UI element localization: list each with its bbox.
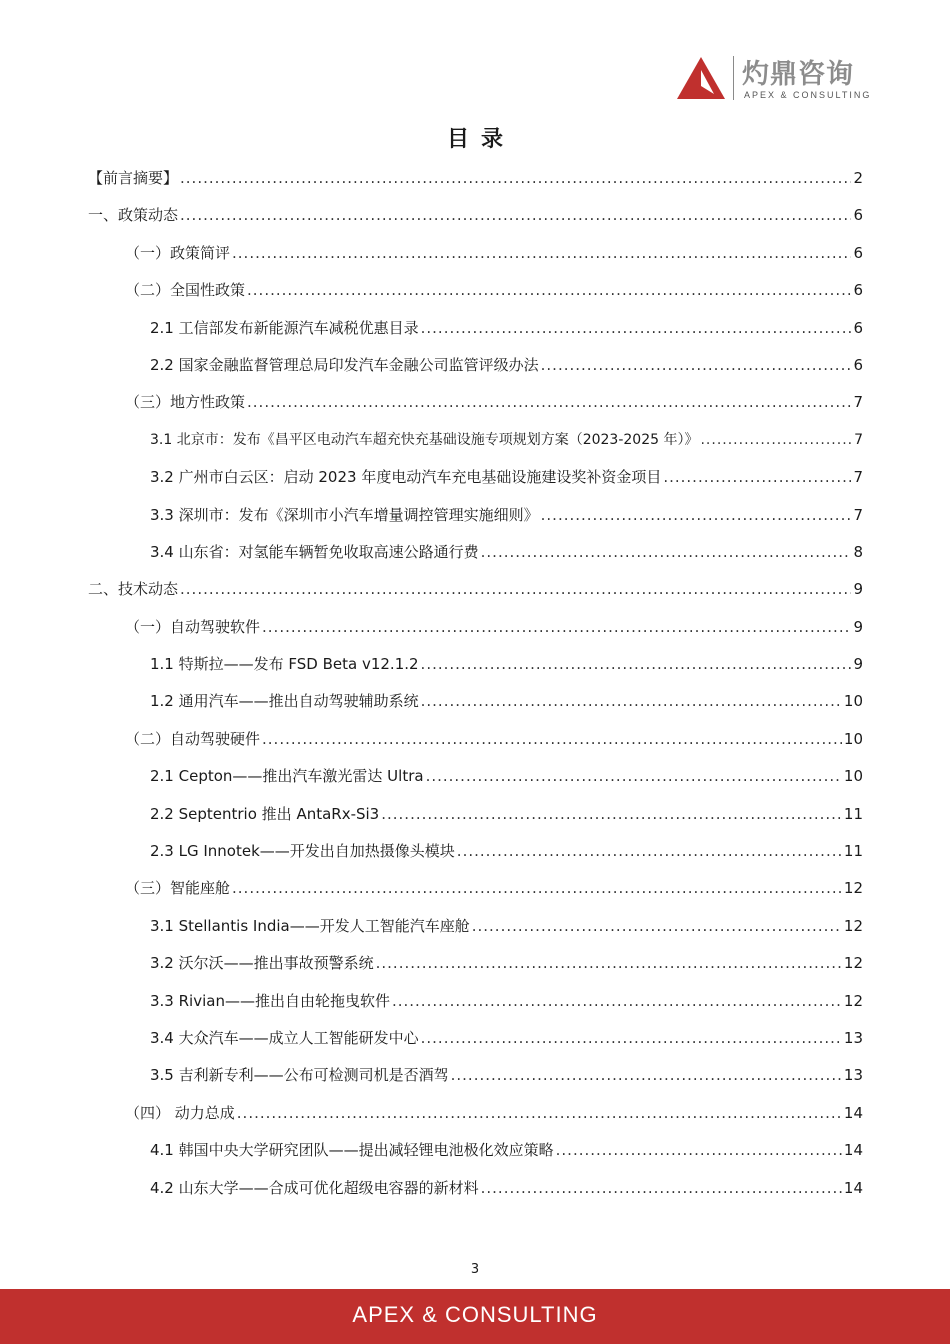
toc-entry-page: 12 [843,954,863,973]
toc-entry[interactable] [88,908,863,945]
toc-leader-dots [180,571,851,608]
toc-entry-label: 1.1 特斯拉——发布 FSD Beta v12.1.2 [150,655,419,674]
triangle-logo-icon [676,56,726,100]
toc-entry-page: 8 [853,542,863,561]
toc-leader-dots [451,1057,842,1094]
toc-leader-dots [663,459,851,496]
toc-entry[interactable] [88,534,863,571]
toc-entry-label: 二、技术动态 [88,580,179,599]
toc-leader-dots [232,870,842,907]
toc-entry[interactable] [88,197,863,234]
toc-entry-page: 7 [853,505,863,524]
toc-entry-label: 【前言摘要】 [88,169,179,187]
toc-entry-label: 4.2 山东大学——合成可优化超级电容器的新材料 [150,1178,479,1197]
toc-entry-label: 4.1 韩国中央大学研究团队——提出减轻锂电池极化效应策略 [150,1141,554,1160]
toc-entry[interactable] [88,833,863,870]
toc-entry-label: 2.1 工信部发布新能源汽车减税优惠目录 [150,318,419,337]
toc-entry[interactable] [88,160,863,197]
toc-leader-dots [180,197,851,234]
toc-entry-page: 10 [843,692,863,711]
toc-entry-label: 一、政策动态 [88,206,179,225]
toc-entry[interactable] [88,945,863,982]
toc-entry-page: 7 [853,468,863,487]
toc-entry-label: 3.1 北京市：发布《昌平区电动汽车超充快充基础设施专项规划方案（2023-2025 年）》 [150,431,699,448]
toc-leader-dots [541,347,852,384]
company-logo [676,52,871,104]
toc-entry-page: 12 [843,991,863,1010]
toc-entry[interactable] [88,721,863,758]
toc-entry[interactable] [88,347,863,384]
toc-leader-dots [421,1020,842,1057]
footer-banner [0,1289,950,1344]
page-title: 目录 [446,127,515,152]
toc-entry-page: 14 [843,1103,863,1122]
toc-entry[interactable] [88,1095,863,1132]
toc-entry[interactable] [88,983,863,1020]
table-of-contents [88,160,863,1207]
toc-leader-dots [237,1095,842,1132]
logo-english-name: APEX & CONSULTING [744,90,872,100]
toc-entry-page: 12 [843,916,863,935]
toc-entry-label: 2.2 国家金融监督管理总局印发汽车金融公司监管评级办法 [150,355,539,374]
toc-entry-page: 6 [853,206,863,225]
toc-leader-dots [262,609,851,646]
toc-entry-page: 10 [843,729,863,748]
toc-entry[interactable] [88,422,863,459]
toc-entry[interactable] [88,1057,863,1094]
toc-entry[interactable] [88,497,863,534]
page-number: 3 [470,1262,480,1277]
toc-entry-label: 3.3 Rivian——推出自由轮拖曳软件 [150,991,390,1010]
toc-entry-label: 3.4 山东省：对氢能车辆暂免收取高速公路通行费 [150,542,479,561]
toc-entry[interactable] [88,459,863,496]
toc-entry[interactable] [88,571,863,608]
toc-entry-page: 13 [843,1066,863,1085]
toc-leader-dots [421,310,852,347]
toc-entry-label: 2.2 Septentrio 推出 AntaRx-Si3 [150,804,380,823]
toc-leader-dots [481,534,852,571]
toc-entry-page: 11 [843,804,863,823]
toc-entry-label: 2.1 Cepton——推出汽车激光雷达 Ultra [150,767,424,786]
toc-entry-label: 3.2 广州市白云区：启动 2023 年度电动汽车充电基础设施建设奖补资金项目 [150,468,662,487]
toc-leader-dots [262,721,842,758]
toc-entry-label: （三）地方性政策 [125,393,246,412]
toc-leader-dots [180,160,851,197]
toc-entry[interactable] [88,609,863,646]
toc-entry-label: （二）全国性政策 [125,281,246,300]
toc-entry-label: 3.3 深圳市：发布《深圳市小汽车增量调控管理实施细则》 [150,505,539,524]
toc-leader-dots [481,1170,842,1207]
toc-entry-page: 14 [843,1141,863,1160]
toc-entry-page: 7 [854,431,863,448]
toc-entry-page: 6 [853,355,863,374]
toc-entry-page: 9 [853,580,863,599]
toc-entry-page: 9 [853,617,863,636]
toc-entry[interactable] [88,758,863,795]
toc-entry-page: 6 [853,318,863,337]
toc-entry-page: 14 [843,1178,863,1197]
logo-chinese-name: 灼鼎咨询 [742,59,854,90]
toc-leader-dots [247,272,851,309]
toc-entry[interactable] [88,272,863,309]
toc-entry-label: （二）自动驾驶硬件 [125,729,261,748]
toc-leader-dots [457,833,842,870]
toc-leader-dots [700,422,852,459]
logo-divider [733,56,734,100]
toc-entry-page: 12 [843,879,863,898]
toc-leader-dots [421,646,852,683]
toc-entry[interactable] [88,310,863,347]
toc-entry[interactable] [88,646,863,683]
toc-entry[interactable] [88,683,863,720]
toc-leader-dots [232,235,851,272]
toc-leader-dots [541,497,852,534]
toc-entry[interactable] [88,1132,863,1169]
toc-entry-page: 9 [853,655,863,674]
toc-entry-page: 11 [843,842,863,861]
toc-entry[interactable] [88,870,863,907]
toc-entry-label: （一）政策简评 [125,243,231,262]
toc-entry-label: （四） 动力总成 [125,1103,235,1122]
toc-entry-label: 2.3 LG Innotek——开发出自加热摄像头模块 [150,842,455,861]
toc-entry-page: 10 [843,767,863,786]
toc-leader-dots [421,683,842,720]
footer-brand-text: APEX & CONSULTING [352,1302,598,1327]
toc-entry-label: （三）智能座舱 [125,879,231,898]
toc-leader-dots [472,908,842,945]
toc-entry[interactable] [88,1170,863,1207]
toc-entry-page: 6 [853,243,863,262]
toc-leader-dots [556,1132,842,1169]
toc-entry-page: 6 [853,281,863,300]
toc-entry-page: 2 [853,169,863,187]
toc-entry-label: （一）自动驾驶软件 [125,617,261,636]
toc-leader-dots [376,945,842,982]
toc-entry-page: 7 [853,393,863,412]
toc-entry[interactable] [88,235,863,272]
toc-entry-label: 3.5 吉利新专利——公布可检测司机是否酒驾 [150,1066,449,1085]
toc-entry-label: 3.2 沃尔沃——推出事故预警系统 [150,954,374,973]
toc-entry-label: 1.2 通用汽车——推出自动驾驶辅助系统 [150,692,419,711]
toc-leader-dots [426,758,842,795]
toc-leader-dots [392,983,842,1020]
toc-entry[interactable] [88,384,863,421]
toc-leader-dots [381,796,842,833]
toc-entry-page: 13 [843,1028,863,1047]
toc-leader-dots [247,384,851,421]
toc-entry[interactable] [88,796,863,833]
toc-entry-label: 3.4 大众汽车——成立人工智能研发中心 [150,1028,419,1047]
toc-entry-label: 3.1 Stellantis India——开发人工智能汽车座舱 [150,916,470,935]
toc-entry[interactable] [88,1020,863,1057]
